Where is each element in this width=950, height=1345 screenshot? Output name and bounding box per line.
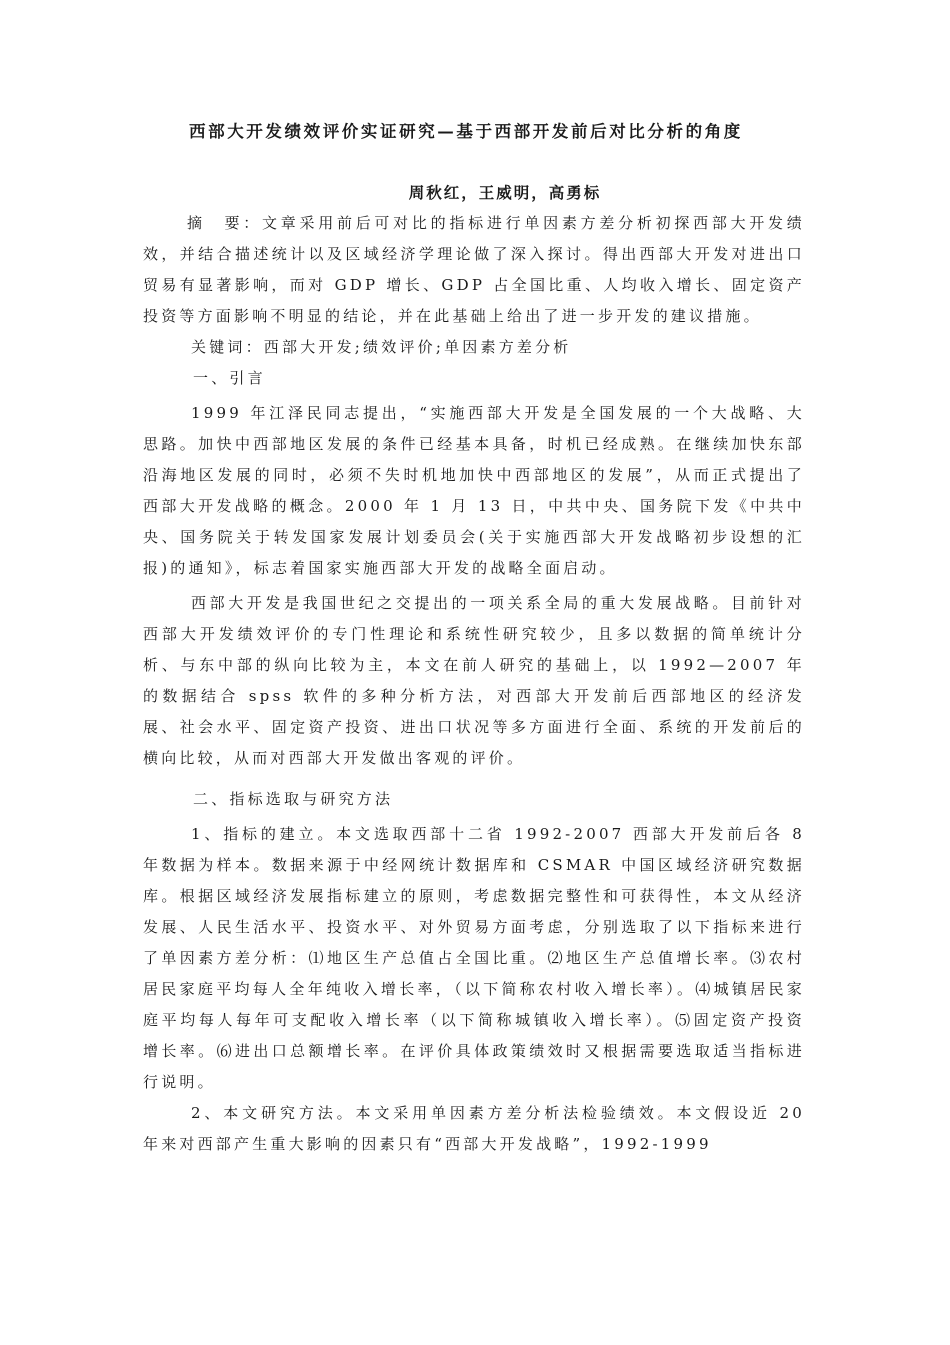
body-paragraph: 1999 年江泽民同志提出，“实施西部大开发是全国发展的一个大战略、大思路。加快中西部地区发展的条件已经基本具备，时机已经成熟。在继续加快东部沿海地区发展的同时，必须不失时机地加快中西部地区的发展”，从而正式提出了西部大开发战略的概念。2000 年 1 月 13 日，中共中央、国务院下发《中共中央、国务院关于转发国家发展计划委员会(关于实施西部大开发战略初步设想的汇报)的通知》，标志着国家实施西部大开发的战略全面启动。 — [143, 404, 805, 577]
paper-title: 西部大开发绩效评价实证研究—基于西部开发前后对比分析的角度 — [189, 122, 743, 141]
paper-body — [143, 208, 805, 1160]
paper-authors: 周秋红，王威明，高勇标 — [408, 183, 602, 202]
abstract-paragraph: 摘 要：文章采用前后可对比的指标进行单因素方差分析初探西部大开发绩效，并结合描述统计以及区域经济学理论做了深入探讨。得出西部大开发对进出口贸易有显著影响，而对 GDP 增长、GDP 占全国比重、人均收入增长、固定资产投资等方面影响不明显的结论，并在此基础上给出了进一步开发的建议措施。 — [143, 214, 805, 325]
section-heading-introduction: 一、引言 — [193, 369, 266, 387]
body-paragraph: 1、指标的建立。本文选取西部十二省 1992-2007 西部大开发前后各 8 年数据为样本。数据来源于中经网统计数据库和 CSMAR 中国区域经济研究数据库。根据区域经济发展指标建立的原则，考虑数据完整性和可获得性，本文从经济发展、人民生活水平、投资水平、对外贸易方面考虑，分别选取了以下指标来进行了单因素方差分析：⑴地区生产总值占全国比重。⑵地区生产总值增长率。⑶农村居民家庭平均每人全年纯收入增长率，（以下简称农村收入增长率）。⑷城镇居民家庭平均每人每年可支配收入增长率（以下简称城镇收入增长率）。⑸固定资产投资增长率。⑹进出口总额增长率。在评价具体政策绩效时又根据需要选取适当指标进行说明。 — [143, 825, 805, 1091]
keywords-line: 关键词：西部大开发;绩效评价;单因素方差分析 — [191, 338, 572, 356]
body-paragraph: 西部大开发是我国世纪之交提出的一项关系全局的重大发展战略。目前针对西部大开发绩效评价的专门性理论和系统性研究较少，且多以数据的简单统计分析、与东中部的纵向比较为主，本文在前人研究的基础上，以 1992—2007 年的数据结合 spss 软件的多种分析方法，对西部大开发前后西部地区的经济发展、社会水平、固定资产投资、进出口状况等多方面进行全面、系统的开发前后的横向比较，从而对西部大开发做出客观的评价。 — [143, 594, 805, 767]
body-paragraph: 2、本文研究方法。本文采用单因素方差分析法检验绩效。本文假设近 20 年来对西部产生重大影响的因素只有“西部大开发战略”，1992-1999 — [143, 1104, 805, 1153]
section-heading-methods: 二、指标选取与研究方法 — [193, 790, 394, 808]
